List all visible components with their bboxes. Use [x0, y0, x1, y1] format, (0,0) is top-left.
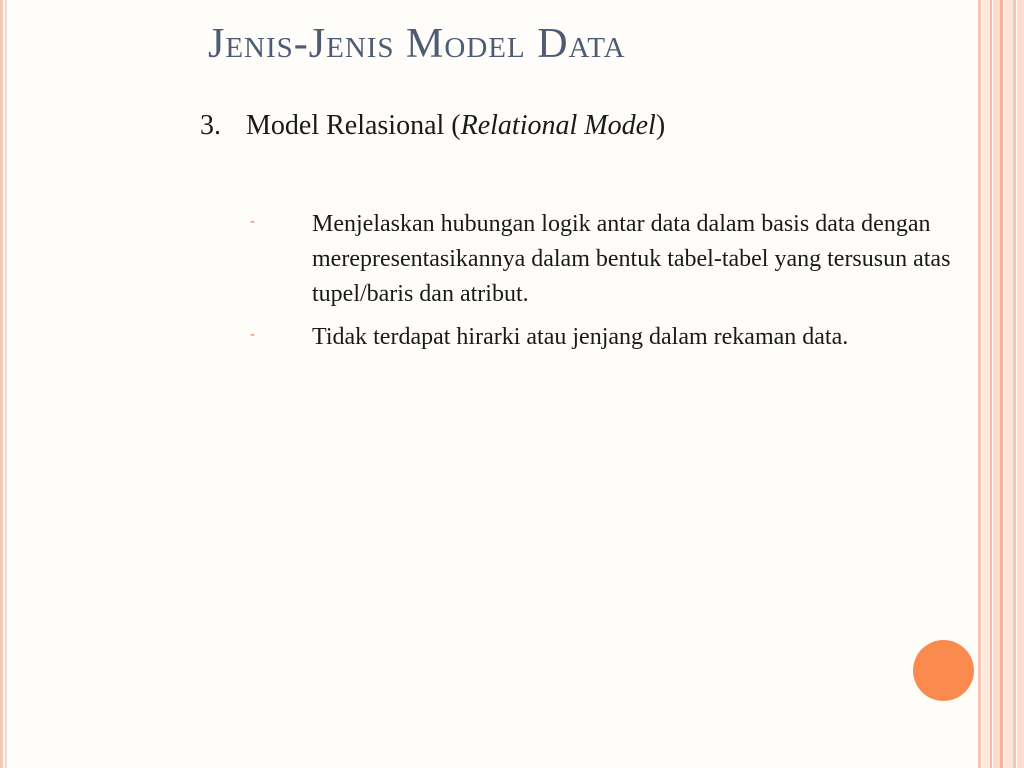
border-stripe	[993, 0, 1000, 768]
left-border-line	[5, 0, 7, 768]
subheading-close: )	[655, 110, 666, 141]
slide-title: Jenis-Jenis Model Data	[208, 21, 626, 67]
border-stripe	[1004, 0, 1013, 768]
border-stripe	[982, 0, 990, 768]
subheading-text: Model Relasional (	[246, 110, 461, 141]
decorative-circle	[913, 640, 974, 701]
bullet-text: Tidak terdapat hirarki atau jenjang dalam rekaman data.	[312, 324, 849, 350]
left-border-line	[0, 0, 3, 768]
border-stripe	[1013, 0, 1016, 768]
subheading-italic: Relational Model	[460, 110, 656, 141]
dash-bullet-icon: -	[250, 326, 255, 343]
border-stripe	[978, 0, 981, 768]
border-stripe	[990, 0, 992, 768]
right-border-decoration	[978, 0, 1024, 768]
bullet-text: Menjelaskan hubungan logik antar data dalam basis data dengan merepresentasikannya dalam bentuk tabel-tabel yang tersusun atas tupel/baris dan atribut.	[312, 211, 951, 307]
bullet-list	[250, 207, 980, 363]
left-border-decoration	[0, 0, 10, 768]
dash-bullet-icon: -	[250, 213, 255, 230]
border-stripe	[1017, 0, 1024, 768]
subheading	[200, 110, 665, 142]
list-item	[250, 320, 980, 355]
list-item	[250, 207, 980, 312]
subheading-number: 3.	[200, 110, 221, 141]
border-stripe	[1000, 0, 1003, 768]
